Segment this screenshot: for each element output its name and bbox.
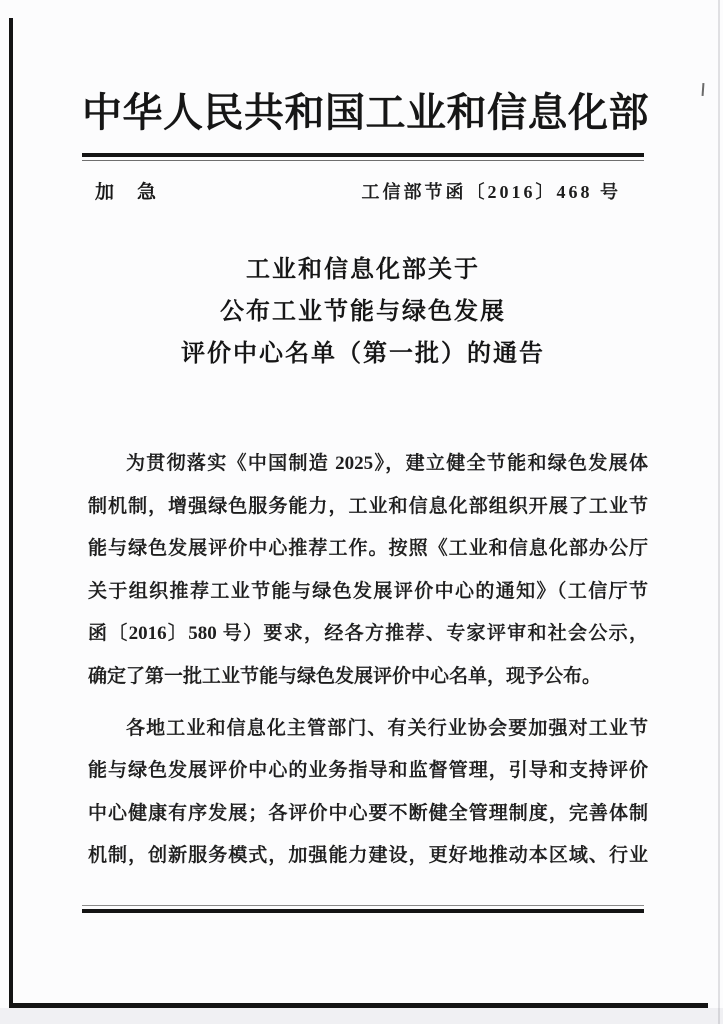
body-line: 确定了第一批工业节能与绿色发展评价中心名单，现予公布。 bbox=[88, 665, 602, 687]
body-line: 函〔2016〕580 号）要求，经各方推荐、专家评审和社会公示， bbox=[88, 623, 648, 645]
body-line: 各地工业和信息化主管部门、有关行业协会要加强对工业节 bbox=[126, 717, 648, 739]
document-body bbox=[88, 443, 648, 878]
footer-separator-rule bbox=[82, 905, 644, 913]
scan-edge-right bbox=[718, 0, 720, 1024]
body-line: 关于组织推荐工业节能与绿色发展评价中心的通知》（工信厅节 bbox=[88, 580, 648, 602]
urgency-label: 加 急 bbox=[95, 182, 159, 203]
document-number: 工信部节函〔2016〕468 号 bbox=[361, 182, 621, 202]
scan-outside-page-shade bbox=[0, 1008, 723, 1024]
body-paragraph-1 bbox=[88, 443, 648, 699]
body-line: 能与绿色发展评价中心推荐工作。按照《工业和信息化部办公厅 bbox=[88, 538, 648, 560]
scan-artifact-mark bbox=[702, 83, 705, 96]
body-line: 制机制，增强绿色服务能力，工业和信息化部组织开展了工业节 bbox=[88, 495, 648, 517]
notice-title bbox=[82, 249, 644, 375]
body-line: 中心健康有序发展；各评价中心要不断健全管理制度，完善体制 bbox=[88, 802, 648, 824]
body-line: 为贯彻落实《中国制造 2025》，建立健全节能和绿色发展体 bbox=[126, 453, 648, 474]
ministry-letterhead: 中华人民共和国工业和信息化部 bbox=[82, 90, 649, 135]
document-meta-row bbox=[95, 177, 621, 204]
body-line: 机制，创新服务模式，加强能力建设，更好地推动本区域、行业 bbox=[88, 845, 648, 867]
notice-title-line-2: 公布工业节能与绿色发展 bbox=[220, 299, 506, 325]
body-line: 能与绿色发展评价中心的业务指导和监督管理，引导和支持评价 bbox=[88, 760, 648, 782]
notice-title-line-1: 工业和信息化部关于 bbox=[246, 257, 480, 283]
body-paragraph-2 bbox=[88, 708, 648, 878]
scan-edge-bottom bbox=[9, 1003, 708, 1008]
scan-edge-left bbox=[9, 18, 13, 1007]
notice-title-line-3: 评价中心名单（第一批）的通告 bbox=[181, 341, 545, 367]
letterhead-separator-rule bbox=[82, 153, 644, 161]
